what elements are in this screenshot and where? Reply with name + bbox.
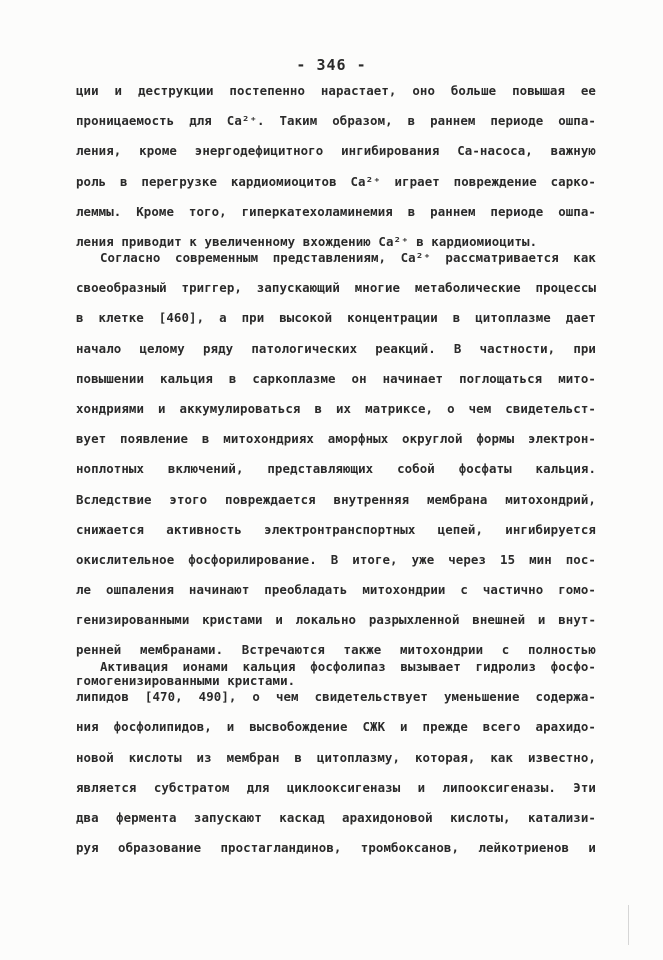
text-line: ле ошпаления начинают преобладать митохондрии с частично гомо- — [76, 582, 596, 598]
text-line: является субстратом для циклооксигеназы и липооксигеназы. Эти — [76, 779, 596, 795]
text-line: в клетке [460], а при высокой концентрации в цитоплазме дает — [76, 310, 596, 326]
text-line: окислительное фосфорилирование. В итоге, уже через 15 мин пос- — [76, 551, 596, 567]
text-line: ления, кроме энергодефицитного ингибирования Ca-насоса, важную — [76, 143, 596, 159]
text-line: ления приводит к увеличенному вхождению Ca²⁺ в кардиомиоциты. — [76, 233, 538, 249]
text-line: повышении кальция в саркоплазме он начинает поглощаться мито- — [76, 370, 596, 386]
text-line: вует появление в митохондриях аморфных округлой формы электрон- — [76, 431, 596, 447]
text-line: ции и деструкции постепенно нарастает, оно больше повышая ее — [76, 83, 596, 98]
text-line: руя образование простагландинов, тромбоксанов, лейкотриенов и — [76, 840, 596, 856]
paragraph-1 — [76, 76, 596, 257]
paragraph-3 — [76, 652, 596, 863]
paragraph-2 — [76, 243, 596, 696]
text-line: хондриями и аккумулироваться в их матриксе, о чем свидетельст- — [76, 400, 596, 416]
text-line: начало целому ряду патологических реакций. В частности, при — [76, 340, 596, 356]
text-line: два фермента запускают каскад арахидоновой кислоты, катализи- — [76, 809, 596, 825]
text-line: ноплотных включений, представляющих собой фосфаты кальция. — [76, 461, 596, 477]
text-line: ния фосфолипидов, и высвобождение СЖК и прежде всего арахидо- — [76, 719, 596, 735]
text-line: Согласно современным представлениям, Ca²⁺ рассматривается как — [100, 250, 596, 265]
scan-edge-mark — [628, 905, 629, 945]
text-line: ренней мембранами. Встречаются также митохондрии с полностью — [76, 642, 596, 658]
text-line: проницаемость для Ca²⁺. Таким образом, в раннем периоде ошпа- — [76, 113, 596, 129]
text-line: леммы. Кроме того, гиперкатехоламинемия в раннем периоде ошпа- — [76, 203, 596, 219]
text-line: генизированными кристами и локально разрыхленной внешней и внут- — [76, 612, 596, 628]
page-number: - 346 - — [296, 56, 367, 74]
text-line: Активация ионами кальция фосфолипаз вызывает гидролиз фосфо- — [100, 659, 596, 674]
text-line: новой кислоты из мембран в цитоплазму, которая, как известно, — [76, 749, 596, 765]
text-line: своеобразный триггер, запускающий многие метаболические процессы — [76, 280, 596, 296]
text-line: липидов [470, 490], о чем свидетельствует уменьшение содержа- — [76, 689, 596, 705]
text-line: снижается активность электронтранспортных цепей, ингибируется — [76, 521, 596, 537]
text-line: Вследствие этого повреждается внутренняя мембрана митохондрий, — [76, 491, 596, 507]
text-line: роль в перегрузке кардиомиоцитов Ca²⁺ играет повреждение сарко- — [76, 173, 596, 189]
text-line: гомогенизированными кристами. — [76, 672, 296, 688]
